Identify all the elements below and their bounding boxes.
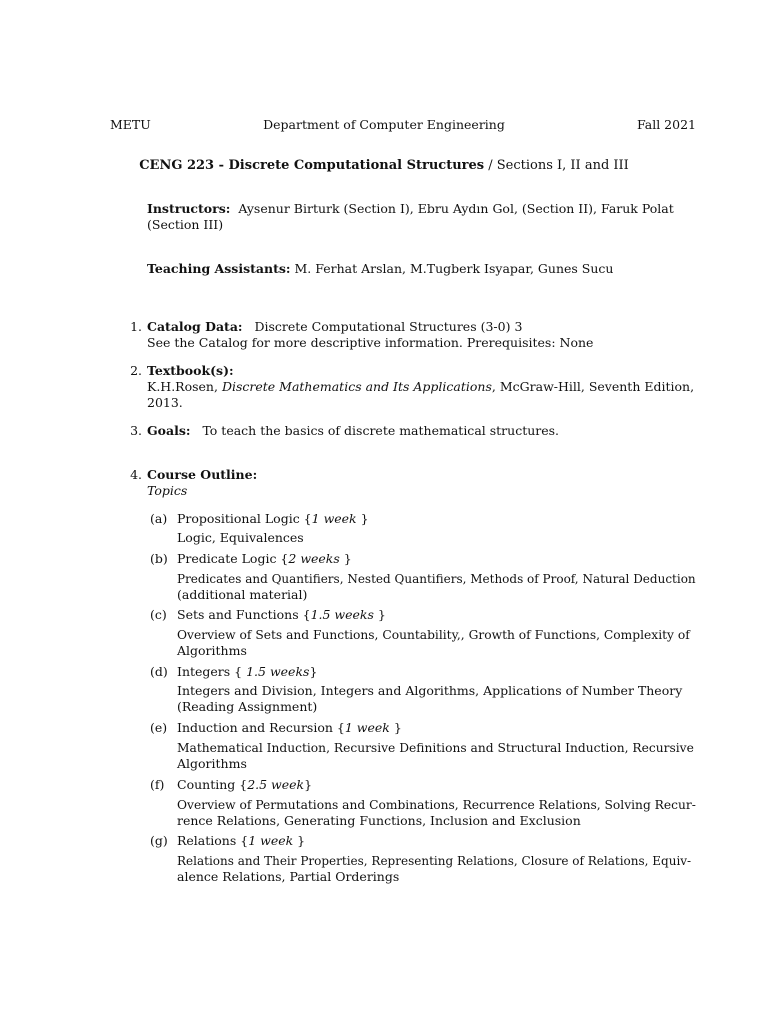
instructors-line2: (Section III) (147, 217, 224, 232)
header-term: Fall 2021 (636, 117, 696, 132)
teaching-assistants (147, 261, 697, 277)
topic-description-cont: Algorithms (177, 756, 247, 771)
topic-description: Overview of Sets and Functions, Countability,, Growth of Functions, Complexity of (177, 628, 690, 642)
topic-title: Propositional Logic {1 week } (177, 511, 369, 526)
topic-description-cont: rence Relations, Generating Functions, Inclusion and Exclusion (177, 813, 581, 828)
textbook-label: Textbook(s): (147, 363, 234, 378)
textbook-reference (147, 379, 697, 395)
topic-description: Integers and Division, Integers and Algorithms, Applications of Number Theory (177, 683, 683, 698)
topic-description: Mathematical Induction, Recursive Definitions and Structural Induction, Recursive (177, 741, 694, 755)
topic-letter: (f) (150, 777, 165, 792)
textbook-publisher: , McGraw-Hill, Seventh Edition, (491, 379, 695, 394)
catalog-data (147, 319, 697, 335)
topic-description-cont: (Reading Assignment) (177, 699, 318, 714)
topic-letter: (a) (150, 511, 168, 526)
topic-title: Predicate Logic {2 weeks } (177, 551, 352, 566)
instructors-text: Aysenur Birturk (Section I), Ebru Aydın Gol, (Section II), Faruk Polat (238, 201, 674, 216)
textbook-author: K.H.Rosen, (147, 379, 222, 394)
topic-description: Logic, Equivalences (177, 530, 304, 545)
topic-description: Overview of Permutations and Combinations, Recurrence Relations, Solving Recur- (177, 798, 696, 812)
topic-title: Relations {1 week } (177, 833, 306, 848)
catalog-note: See the Catalog for more descriptive information. Prerequisites: None (147, 335, 594, 350)
instructors-label: Instructors: (147, 201, 231, 216)
topic-letter: (g) (150, 833, 168, 848)
goals (147, 423, 697, 439)
topic-letter: (d) (150, 664, 168, 679)
goals-text: To teach the basics of discrete mathematical structures. (202, 423, 560, 438)
topic-description-cont: Algorithms (177, 643, 247, 658)
topic-title: Sets and Functions {1.5 weeks } (177, 607, 386, 622)
topic-title: Integers { 1.5 weeks} (177, 664, 318, 679)
topic-description-cont: alence Relations, Partial Orderings (177, 869, 400, 884)
textbook-year: 2013. (147, 395, 183, 410)
course-title (0, 158, 768, 174)
course-name: CENG 223 - Discrete Computational Structures (139, 158, 485, 173)
topic-title: Counting {2.5 week} (177, 777, 313, 792)
item-number: 1. (130, 319, 142, 334)
topic-letter: (e) (150, 720, 168, 735)
course-outline-label: Course Outline: (147, 467, 258, 482)
tas-text: M. Ferhat Arslan, M.Tugberk Isyapar, Gunes Sucu (294, 261, 614, 276)
course-sections: / Sections I, II and III (484, 158, 629, 173)
item-number: 3. (130, 423, 142, 438)
item-number: 4. (130, 467, 142, 482)
item-number: 2. (130, 363, 142, 378)
topic-letter: (c) (150, 607, 167, 622)
catalog-text: Discrete Computational Structures (3-0) 3 (254, 319, 523, 334)
goals-label: Goals: (147, 423, 191, 438)
topic-description: Relations and Their Properties, Representing Relations, Closure of Relations, Equiv- (177, 854, 692, 868)
tas-label: Teaching Assistants: (147, 261, 291, 276)
textbook-title: Discrete Mathematics and Its Applications (221, 379, 492, 394)
topics-label: Topics (147, 483, 188, 498)
catalog-label: Catalog Data: (147, 319, 243, 334)
topic-description: Predicates and Quantifiers, Nested Quantifiers, Methods of Proof, Natural Deduction (177, 572, 696, 586)
header-department: Department of Computer Engineering (263, 117, 505, 132)
topic-title: Induction and Recursion {1 week } (177, 720, 402, 735)
instructors-line (147, 201, 697, 217)
header-university: METU (110, 117, 151, 132)
topic-letter: (b) (150, 551, 168, 566)
topic-description-cont: (additional material) (177, 587, 308, 602)
